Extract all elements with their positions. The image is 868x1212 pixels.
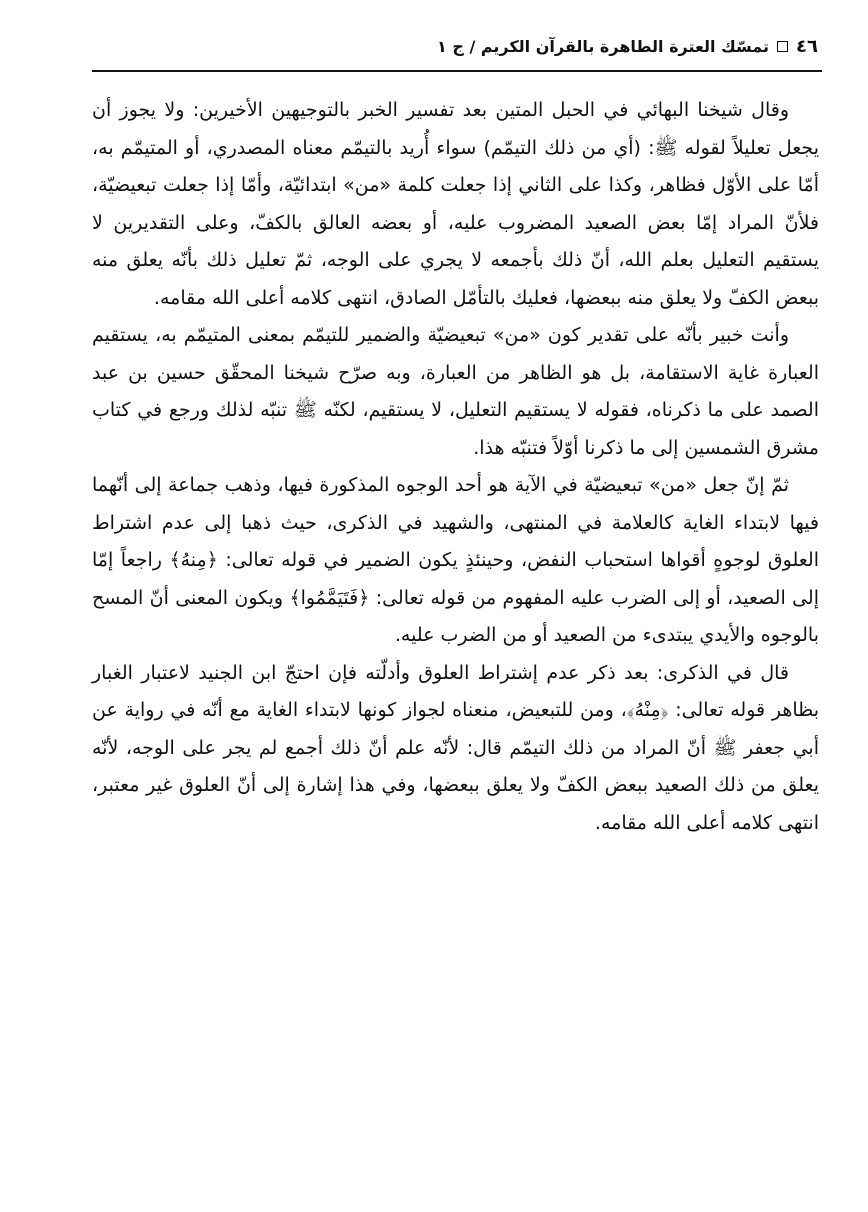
paragraph-1: وقال شيخنا البهائي في الحبل المتين بعد تفسير الخبر بالتوجيهين الأخيرين: ولا يجوز أن يجعل تعليلاً لقوله ﷺ: (أي من ذلك التيمّم) سواء أُريد بالتيمّم معناه المصدري، أو المتيمّم به، أمّا على الأوّل فظاهر، وكذا على الثاني إذا جعلت كلمة «من» ابتدائيّة، وأمّا إذا جعلت تبعيضيّة، فلأنّ المراد إمّا بعض الصعيد المضروب عليه، أو بعضه العالق بالكفّ، وعلى التقديرين لا يستقيم التعليل بعلم الله، أنّ ذلك بأجمعه لا يجري على الوجه، ثمّ تعليل ذلك بأنّه يعلق منه ببعض الكفّ ولا يعلق منه ببعضها، فعليك بالتأمّل الصادق، انتهى كلامه أعلى الله مقامه. [92,99,819,309]
body-text [92,92,819,842]
running-title: تمسّك العترة الطاهرة بالقرآن الكريم / ج ١ [437,36,770,56]
paragraph-2: وأنت خبير بأنّه على تقدير كون «من» تبعيضيّة والضمير للتيمّم بمعنى المتيمّم به، يستقيم العبارة غاية الاستقامة، بل هو الظاهر من العبارة، وبه صرّح شيخنا المحقّق حسين بن عبد الصمد على ما ذكرناه، فقوله لا يستقيم التعليل، لا يستقيم، لكنّه ﷺ تنبّه لذلك ورجع في كتاب مشرق الشمسين إلى ما ذكرنا أوّلاً فتنبّه هذا. [92,324,819,459]
page-number: ٤٦ [796,35,818,57]
paragraph-3: ثمّ إنّ جعل «من» تبعيضيّة في الآية هو أحد الوجوه المذكورة فيها، وذهب جماعة إلى أنّهما فيها لابتداء الغاية كالعلامة في المنتهى، والشهيد في الذكرى، حيث ذهبا إلى عدم اشتراط العلوق لوجوهٍ أقواها استحباب النفض، وحينئذٍ يكون الضمير في قوله تعالى: ﴿مِنهُ﴾ راجعاً إمّا إلى الصعيد، أو إلى الضرب عليه المفهوم من قوله تعالى: ﴿فَتَيَمَّمُوا﴾ ويكون المعنى أنّ المسح بالوجوه والأيدي يبتدىء من الصعيد أو من الضرب عليه. [92,474,819,646]
paragraph-4: قال في الذكرى: بعد ذكر عدم إشتراط العلوق وأدلّته فإن احتجّ ابن الجنيد لاعتبار الغبار بظاهر قوله تعالى: ﴿مِنْهُ﴾، ومن للتبعيض، منعناه لجواز كونها لابتداء الغاية مع أنّه في رواية عن أبي جعفر ﷺ أنّ المراد من ذلك التيمّم قال: لأنّه علم أنّ ذلك أجمع لم يجر على الوجه، لأنّه يعلق من ذلك الصعيد ببعض الكفّ ولا يعلق ببعضها، وفي هذا إشارة إلى أنّ العلوق غير معتبر، انتهى كلامه أعلى الله مقامه. [92,661,819,834]
header-separator-box [777,41,788,52]
header-rule [92,70,822,72]
running-header [92,28,818,64]
